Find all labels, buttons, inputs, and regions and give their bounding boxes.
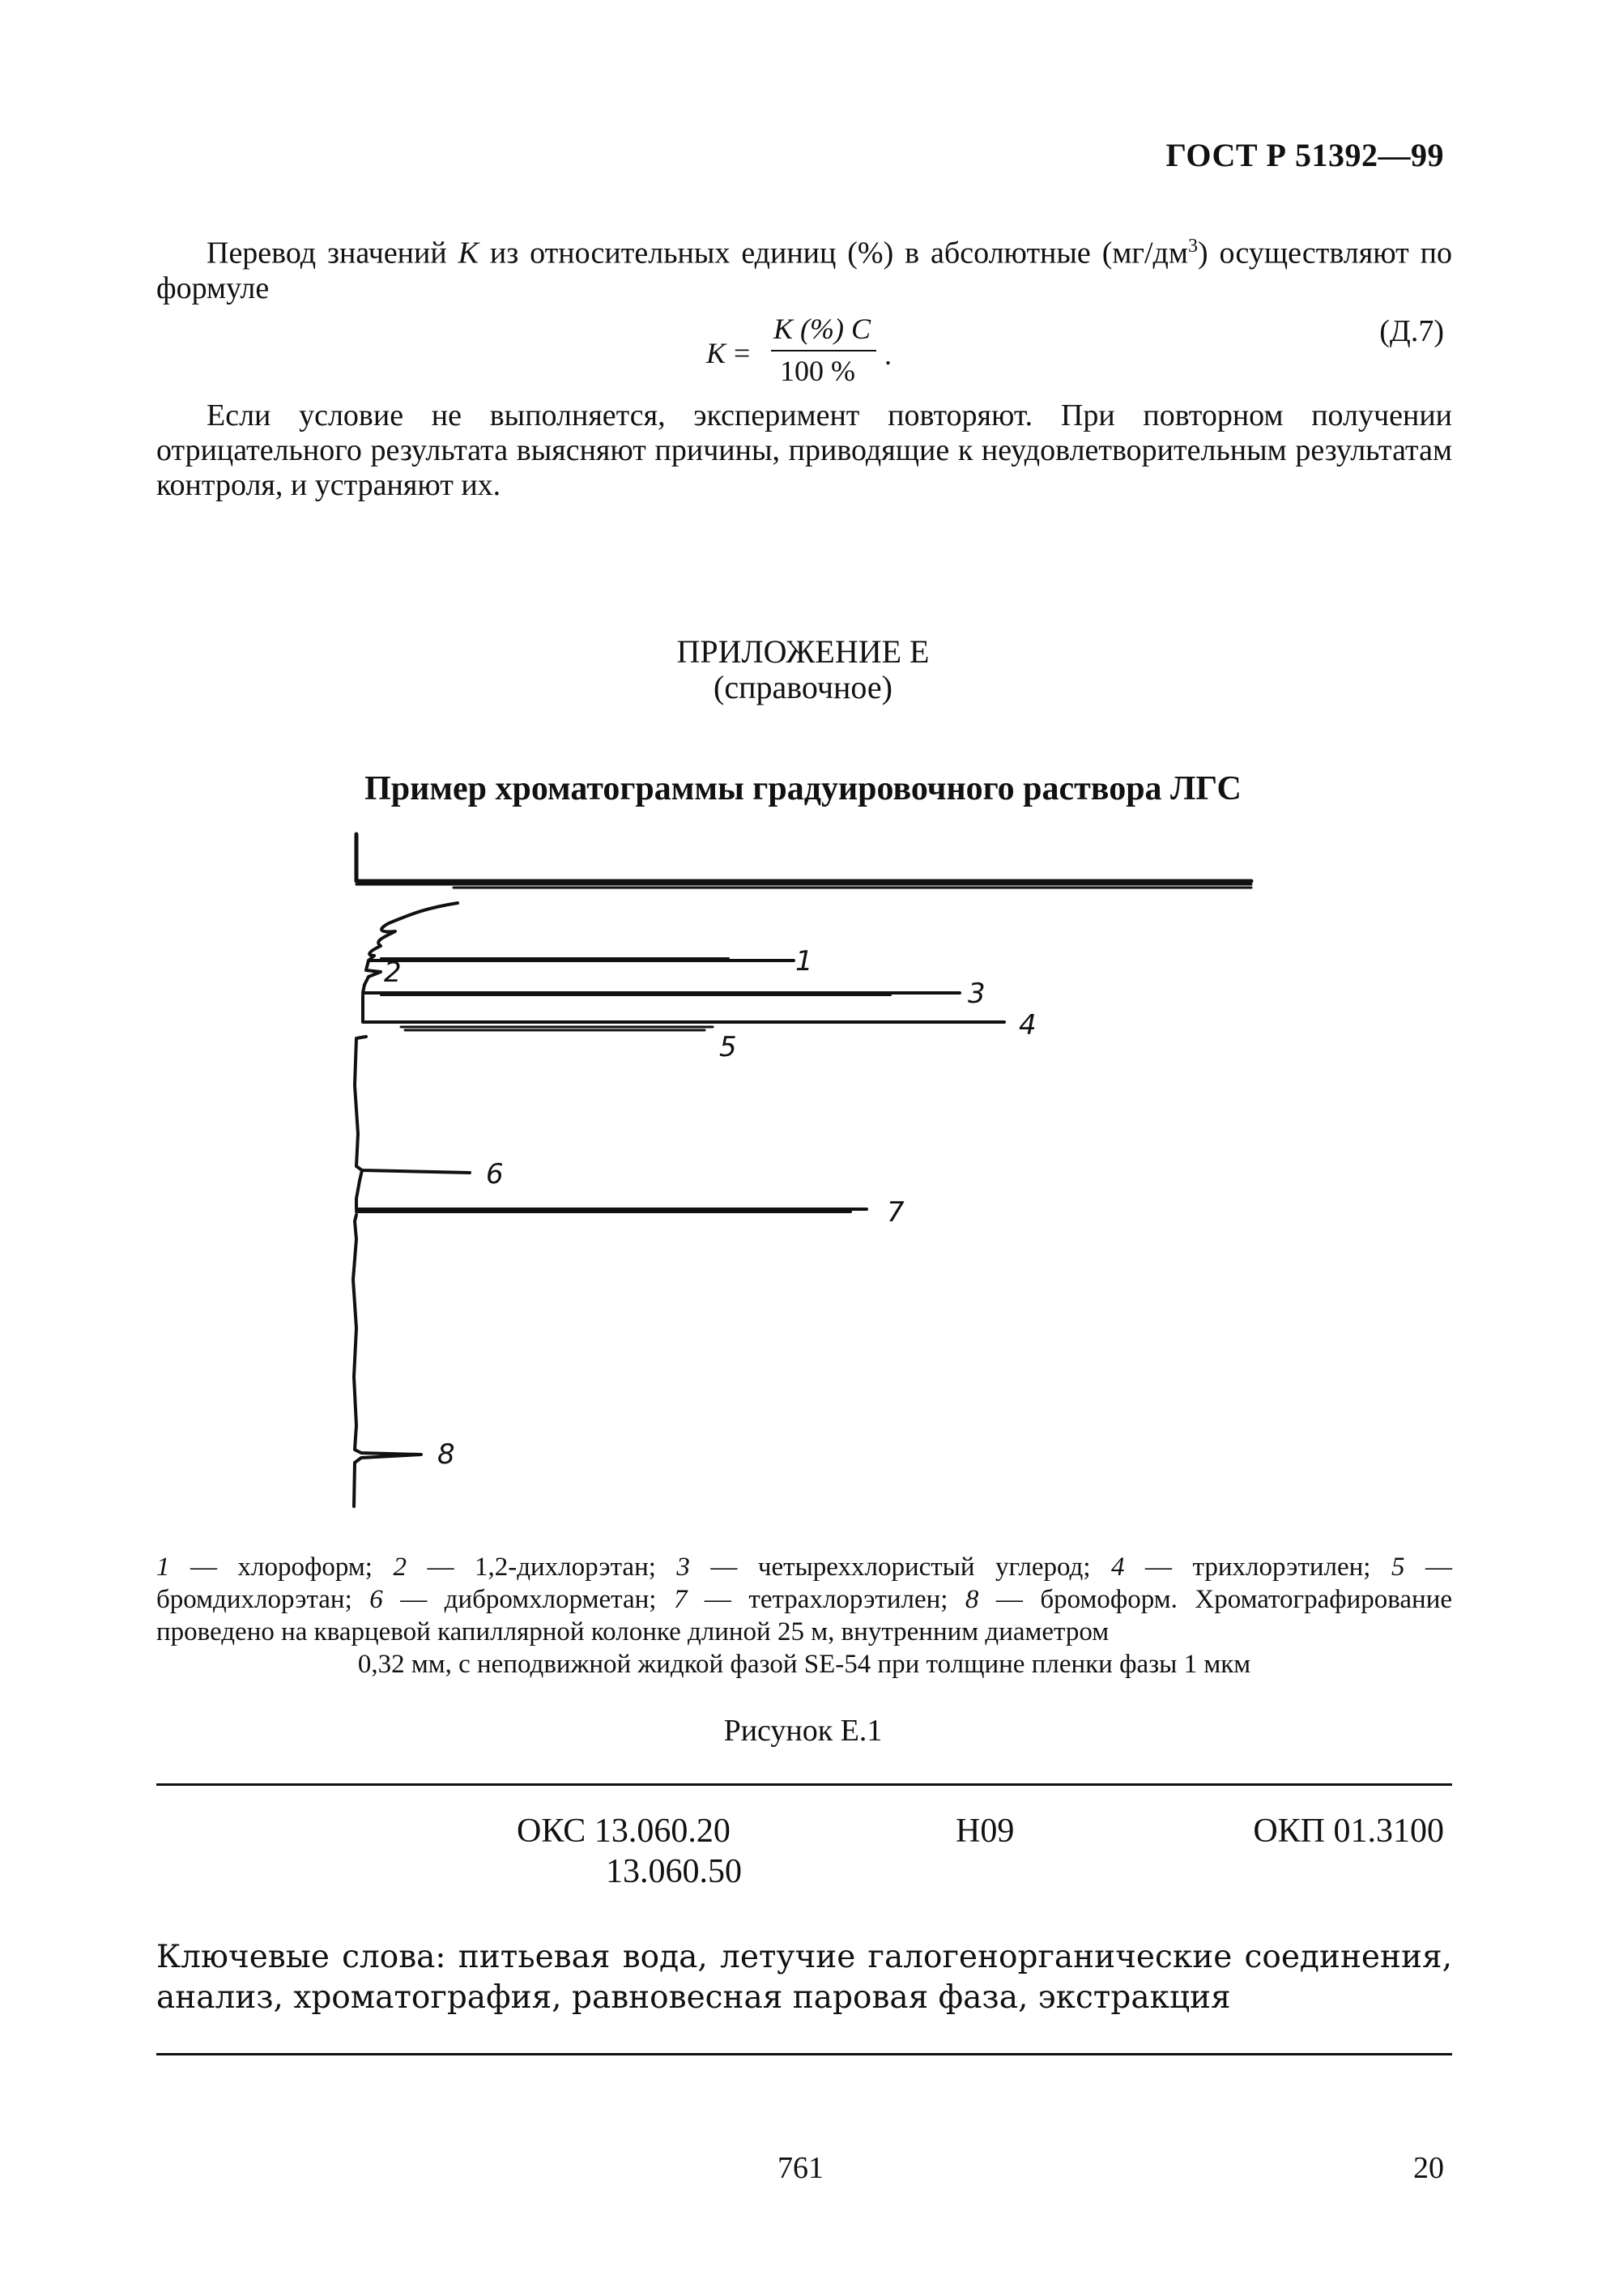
caption-item-8: 8 — бромоформ. (965, 1585, 1195, 1614)
peak-label-6: 6 (486, 1158, 504, 1191)
peak-3 (363, 985, 960, 993)
peak-label-1: 1 (795, 945, 813, 978)
repeat-experiment-paragraph: Если условие не выполняется, эксперимент повторяют. При повторном получении отрицательного результата выясняют причины, приводящие к неудовлетворительным результатам контроля, и устраняют их. (156, 398, 1452, 502)
peak-label-4: 4 (1019, 1009, 1037, 1042)
peak-7 (356, 1199, 867, 1212)
equation-number: (Д.7) (1379, 314, 1444, 348)
injection-mark (356, 834, 1251, 881)
figure-label: Рисунок Е.1 (723, 1714, 883, 1748)
figure-title: Пример хроматограммы градуировочного раствора ЛГС (364, 770, 1242, 807)
peak-5 (401, 1027, 713, 1030)
peak-label-2: 2 (384, 956, 402, 989)
caption-item-7: 7 — тетрахлорэтилен; (673, 1585, 965, 1614)
bottom-rule (156, 2053, 1452, 2055)
caption-item-5: 5 — бромдихлорэтан; (156, 1553, 1453, 1614)
page-number-right: 20 (1413, 2151, 1444, 2185)
caption-item-3: 3 — четыреххлористый углерод; (676, 1553, 1111, 1582)
caption-item-6: 6 — дибромхлорметан; (369, 1585, 674, 1614)
okp-code: ОКП 01.3100 (1253, 1813, 1444, 1850)
appendix-subtitle: (справочное) (714, 669, 892, 705)
caption-item-4: 4 — трихлорэтилен; (1111, 1553, 1391, 1582)
formula-intro-paragraph: Перевод значений K из относительных единиц (%) в абсолютные $(мг/дм^3)$ осуществляют по формуле (156, 236, 1453, 305)
peak-label-5: 5 (719, 1031, 737, 1063)
peak-2 (364, 961, 381, 985)
peak-label-7: 7 (887, 1196, 905, 1229)
caption-method-end: 0,32 мм, с неподвижной жидкой фазой SE-54 при толщине пленки фазы 1 мкм (357, 1650, 1251, 1679)
classification-code: Н09 (956, 1813, 1015, 1850)
caption-method: Хроматографирование проведено на кварцевой капиллярной колонке длиной 25 м, внутренним диаметром (156, 1585, 1453, 1646)
oks-code-2: 13.060.50 (606, 1853, 742, 1890)
top-rule (156, 1783, 1452, 1786)
keywords: Ключевые слова: питьевая вода, летучие галогенорганические соединения, анализ, хроматография, равновесная паровая фаза, экстракция (156, 1939, 1452, 2016)
solvent-peak (356, 884, 1251, 888)
peak-8 (353, 1215, 421, 1506)
page-number-left: 761 (777, 2151, 824, 2185)
caption-item-2: 2 — 1,2-дихлорэтан; (393, 1553, 677, 1582)
oks-code-1: ОКС 13.060.20 (517, 1813, 731, 1850)
peak-6 (355, 1037, 470, 1199)
figure-caption (156, 1551, 1452, 1680)
peak-label-8: 8 (437, 1438, 455, 1471)
solvent-tail (369, 903, 458, 956)
peak-label-3: 3 (968, 978, 986, 1010)
appendix-title: ПРИЛОЖЕНИЕ Е (676, 633, 930, 670)
caption-item-1: 1 — хлороформ; (156, 1553, 394, 1582)
standard-number: ГОСТ Р 51392—99 (1165, 137, 1444, 173)
peak-4 (363, 995, 1004, 1022)
formula-d7: K = K (%) C 100 % . (706, 313, 892, 387)
